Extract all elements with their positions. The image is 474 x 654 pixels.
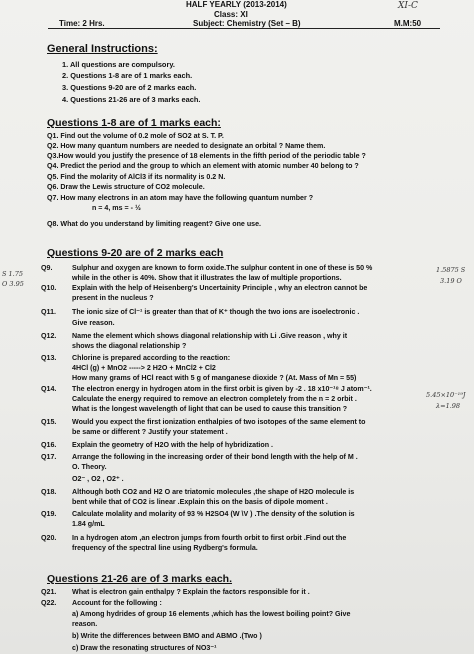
- subject-label: Subject: Chemistry (Set – B): [193, 19, 301, 28]
- corner-handwritten-note: XI-C: [398, 1, 418, 11]
- question-q2: Q2. How many quantum numbers are needed to designate an orbital ? Name them.: [47, 142, 326, 150]
- time-label: Time: 2 Hrs.: [59, 19, 105, 28]
- margin-note: S 1.75: [2, 270, 23, 278]
- instruction-item: 4. Questions 21-26 are of 3 marks each.: [62, 95, 201, 104]
- margin-note: λ=1.98: [436, 402, 461, 410]
- instructions-heading: General Instructions:: [47, 43, 158, 55]
- margin-note: 5.45×10⁻¹⁹J: [426, 391, 466, 399]
- question-q7: Q7. How many electrons in an atom may have the following quantum number ?: [47, 194, 314, 202]
- instruction-item: 1. All questions are compulsory.: [62, 60, 175, 69]
- exam-title: HALF YEARLY (2013-2014): [186, 0, 287, 9]
- section2-questions: Q9. Sulphur and oxygen are known to form oxide.The sulphur content in one of these is 50 % while in the other is 40%. Show that it illustrates the law of multiple proportions. Q10. Explain with the help of Heisenberg's Uncertainity Principle , why an electron cannot be present in the nucleus ? Q11. The ionic size of Cl⁻¹ is greater than that of K⁺ though the two ions are isoelectronic . Give reason. Q12. Name the element which shows diagonal relationship with Li .Give reason , why it shows the diagonal relationship ? Q13. Chlorine is prepared according to the reaction: 4HCl (g) + MnO2 -----> 2 H2O + MnCl2 + Cl2 How many grams of HCl react with 5 g of manganese dioxide ? (At. Mass of Mn = 55) Q14. The electron energy in hydrogen atom in the first orbit is given by -2 . 18 x10⁻¹⁸ J atom⁻¹. Calculate the energy required to remove an electron completely from the n = 2 orbit . What is the longest wavelength of light that can be used to cause this transition ? Q15. Would you expect the first ionization enthalpies of two isotopes of the same element to be same or different ? Justify your statement . Q16. Explain the geometry of H2O with the help of hybridization . Q17. Arrange the following in the increasing order of their bond length with the help of M . O. Theory. O2⁻ , O2 , O2⁺ . Q18. Although both CO2 and H2 O are triatomic molecules ,the shape of H2O molecule is bent while that of CO2 is linear .Explain this on the basis of dipole moment . Q19. Calculate molality and molarity of 93 % H2SO4 (W \V ) .The density of the solution is 1.84 g/mL Q20. In a hydrogen atom ,an electron jumps from fourth orbit to first orbit .Find out the frequency of the spectral line using Rydberg's formula.: [41, 264, 373, 552]
- question-q7-values: n = 4, ms = - ½: [92, 204, 141, 212]
- question-q3: Q3.How would you justify the presence of 18 elements in the fifth period of the periodic table ?: [47, 152, 366, 160]
- section3-questions: Q21. What is electron gain enthalpy ? Explain the factors responsible for it . Q22. Account for the following : a) Among hydrides of group 16 elements ,which has the lowest boiling point? Give reason. b) Write the differences between BMO and ABMO .(Two ) c) Draw the resonating structures of NO3⁻¹: [41, 588, 351, 652]
- question-q6: Q6. Draw the Lewis structure of CO2 molecule.: [47, 183, 205, 191]
- section3-heading: Questions 21-26 are of 3 marks each.: [47, 573, 233, 585]
- section2-heading: Questions 9-20 are of 2 marks each: [47, 247, 224, 259]
- question-q5: Q5. Find the molarity of AlCl3 if its normality is 0.2 N.: [47, 173, 226, 181]
- header-underline: [48, 28, 440, 29]
- margin-note: O 3.95: [2, 280, 24, 288]
- question-q1: Q1. Find out the volume of 0.2 mole of SO2 at S. T. P.: [47, 132, 224, 140]
- instruction-item: 3. Questions 9-20 are of 2 marks each.: [62, 83, 197, 92]
- margin-note: 1.5875 S: [436, 266, 466, 274]
- question-q4: Q4. Predict the period and the group to which an element with atomic number 40 belong to ?: [47, 162, 359, 170]
- class-label: Class: XI: [214, 10, 248, 19]
- question-q8: Q8. What do you understand by limiting reagent? Give one use.: [47, 220, 262, 228]
- max-marks-label: M.M:50: [394, 19, 422, 28]
- section1-heading: Questions 1-8 are of 1 marks each:: [47, 117, 221, 129]
- instruction-item: 2. Questions 1-8 are of 1 marks each.: [62, 71, 193, 80]
- margin-note: 3.19 O: [440, 277, 462, 285]
